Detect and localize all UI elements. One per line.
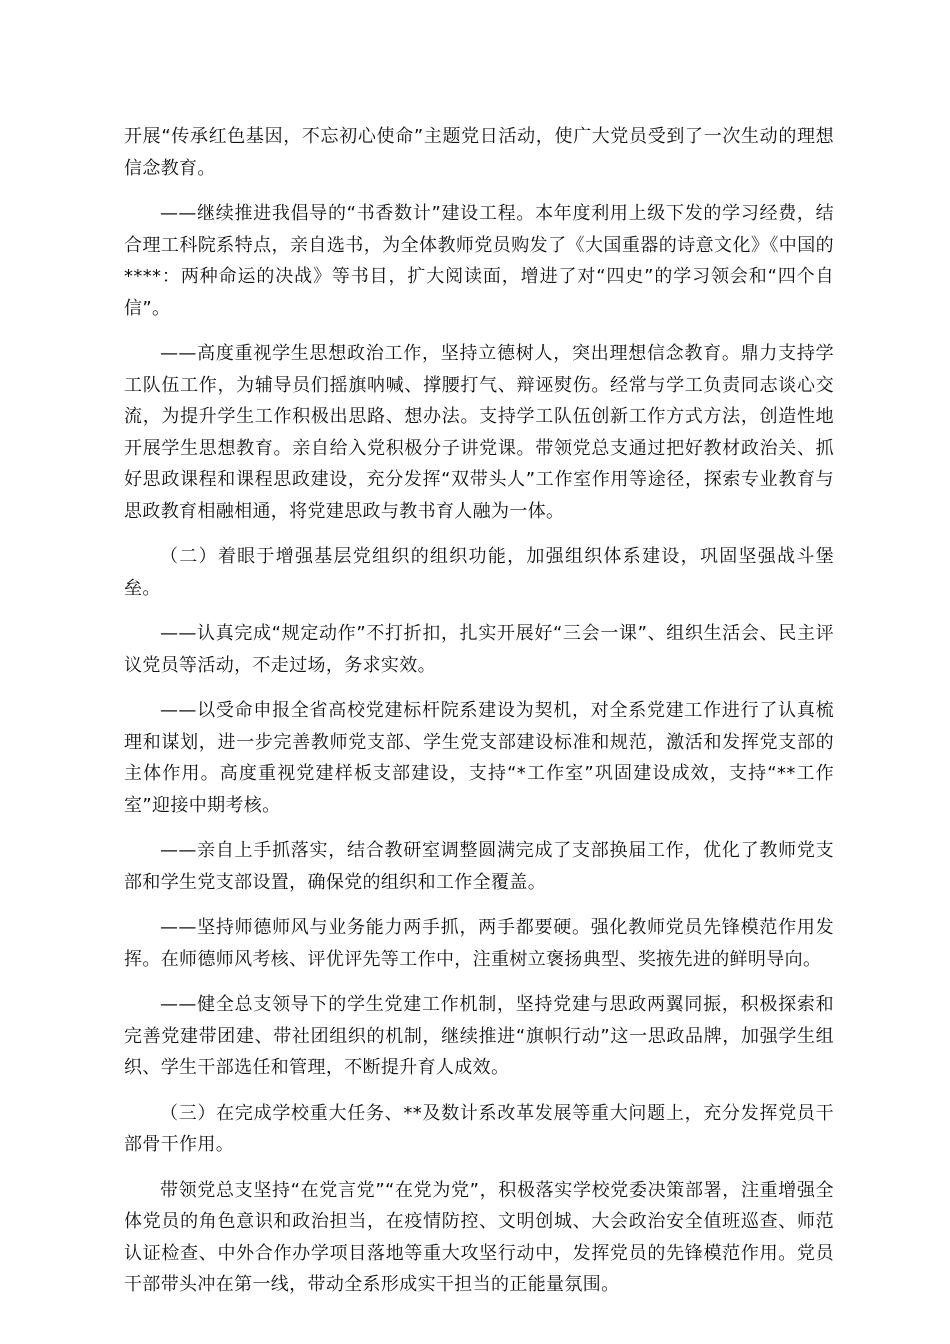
paragraph-leading-role: 带领党总支坚持“在党言党”“在党为党”，积极落实学校党委决策部署，注重增强全体党员的角色意识和政治担当，在疫情防控、文明创城、大会政治安全值班巡查、师范认证检查、中外合作办学项目落地等重大攻坚行动中，发挥党员的先锋模范作用。党员干部带头冲在第一线，带动全系形成实干担当的正能量氛围。: [124, 1179, 834, 1295]
section-heading-3: （三）在完成学校重大任务、**及数计系改革发展等重大问题上，充分发挥党员干部骨干作用。: [124, 1102, 834, 1155]
paragraph-student-party-mechanism: ——健全总支领导下的学生党建工作机制，坚持党建与思政两翼同振，积极探索和完善党建带团建、带社团组织的机制，继续推进“旗帜行动”这一思政品牌，加强学生组织、学生干部选任和管理，不断提升育人成效。: [124, 994, 834, 1078]
section-heading-2: （二）着眼于增强基层党组织的组织功能，加强组织体系建设，巩固坚强战斗堡垒。: [124, 546, 834, 599]
paragraph-book-reading: ——继续推进我倡导的“书香数计”建设工程。本年度利用上级下发的学习经费，结合理工科院系特点，亲自选书，为全体教师党员购发了《大国重器的诗意文化》《中国的****：两种命运的决战》等书目，扩大阅读面，增进了对“四史”的学习领会和“四个自信”。: [124, 203, 834, 319]
paragraph-branch-election: ——亲自上手抓落实，结合教研室调整圆满完成了支部换届工作，优化了教师党支部和学生党支部设置，确保党的组织和工作全覆盖。: [124, 840, 834, 893]
paragraph-student-ideology: ——高度重视学生思想政治工作，坚持立德树人，突出理想信念教育。鼎力支持学工队伍工作，为辅导员们摇旗呐喊、撑腰打气、辩诬熨伤。经常与学工负责同志谈心交流，为提升学生工作积极出思路、想办法。支持学工队伍创新工作方式方法，创造性地开展学生思想教育。亲自给入党积极分子讲党课。带领党总支通过把好教材政治关、抓好思政课程和课程思政建设，充分发挥“双带头人”工作室作用等途径，探索专业教育与思政教育相融相通，将党建思政与教书育人融为一体。: [124, 343, 834, 522]
paragraph-teacher-ethics: ——坚持师德师风与业务能力两手抓，两手都要硬。强化教师党员先锋模范作用发挥。在师德师风考核、评优评先等工作中，注重树立褒扬典型、奖掖先进的鲜明导向。: [124, 917, 834, 970]
document-body: [124, 121, 834, 1315]
paragraph-continuation: 开展“传承红色基因，不忘初心使命”主题党日活动，使广大党员受到了一次生动的理想信念教育。: [124, 126, 834, 179]
paragraph-required-actions: ——认真完成“规定动作”不打折扣，扎实开展好“三会一课”、组织生活会、民主评议党员等活动，不走过场，务求实效。: [124, 623, 834, 676]
paragraph-benchmark-department: ——以受命申报全省高校党建标杆院系建设为契机，对全系党建工作进行了认真梳理和谋划，进一步完善教师党支部、学生党支部建设标准和规范，激活和发挥党支部的主体作用。高度重视党建样板支部建设，支持“*工作室”巩固建设成效，支持“**工作室”迎接中期考核。: [124, 700, 834, 816]
